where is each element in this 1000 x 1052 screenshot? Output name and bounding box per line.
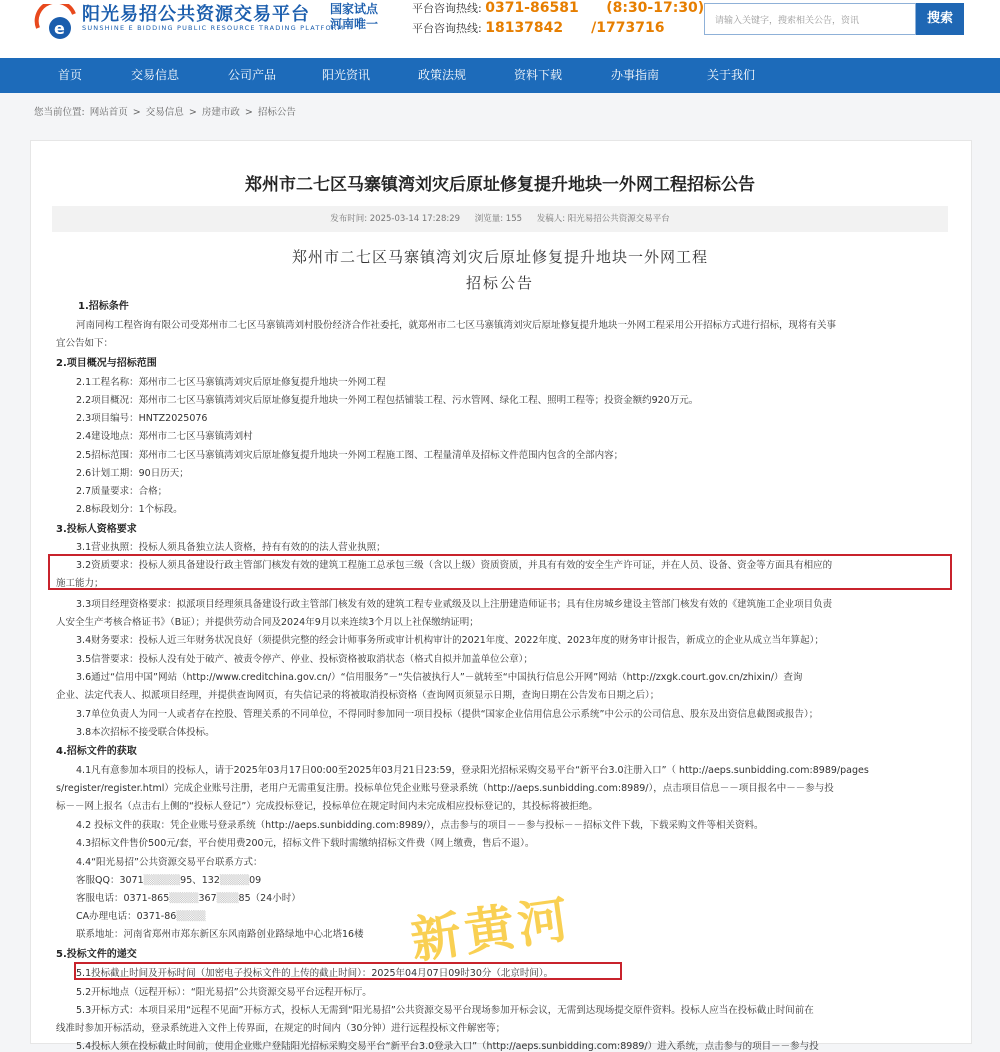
breadcrumb-category[interactable]: 房建市政	[201, 107, 240, 118]
slogan-line-2: 河南唯一	[330, 17, 379, 31]
paragraph-line: 4.4“阳光易招”公共资源交易平台联系方式：	[76, 857, 263, 868]
paragraph-line: 3.2资质要求：投标人须具备建设行政主管部门核发有效的建筑工程施工总承包三级（含以上级）资质资质，并具有有效的安全生产许可证，并在人员、设备、资金等方面具有相应的	[76, 560, 833, 571]
paragraph-line: 4.3招标文件售价500元/套，平台使用费200元，招标文件下载时需缴纳招标文件费（网上缴费，售后不退）。	[76, 838, 535, 849]
logo-icon	[34, 4, 78, 42]
paragraph-line: 企业、法定代表人、拟派项目经理，并提供查询网页，有失信记录的将被取消投标资格（查询网页须显示日期，查询日期在公告发布日期之后）；	[56, 690, 660, 701]
nav-downloads[interactable]: 资料下载	[513, 68, 562, 82]
paragraph-line: 施工能力；	[56, 578, 104, 589]
logo-subtitle: SUNSHINE E BIDDING PUBLIC RESOURCE TRADING PLATFORM	[82, 24, 345, 32]
contact-ca: CA办理电话：0371-86▒▒▒▒	[76, 911, 206, 922]
hotline-number-2: 18137842	[485, 20, 564, 36]
contact-phone-part-1: 客服电话：0371-865	[76, 893, 170, 904]
doc-title: 郑州市二七区马寨镇湾刘灾后原址修复提升地块一外网工程	[291, 248, 708, 266]
paragraph-line: 2.8标段划分：1个标段。	[76, 504, 183, 515]
nav-guide[interactable]: 办事指南	[610, 68, 659, 82]
paragraph-line: 3.5信誉要求：投标人没有处于破产、被责令停产、停业、投标资格被取消状态（格式自拟并加盖单位公章）；	[76, 654, 533, 665]
hotline-1	[412, 0, 704, 16]
watermark: 新黄河	[407, 888, 576, 970]
contact-phone: 客服电话：0371-865▒▒▒▒367▒▒▒85（24小时）	[76, 893, 301, 904]
paragraph-line: 2.2项目概况：郑州市二七区马寨镇湾刘灾后原址修复提升地块一外网工程包括铺装工程、污水管网、绿化工程、照明工程等；投资金额约920万元。	[76, 395, 699, 406]
section-heading: 4.招标文件的获取	[56, 746, 137, 757]
nav-about[interactable]: 关于我们	[706, 68, 755, 82]
breadcrumb-sep: >	[244, 107, 253, 118]
section-heading: 2.项目概况与招标范围	[56, 358, 157, 369]
hotline-label-1: 平台咨询热线:	[412, 2, 482, 15]
paragraph-line: 5.1投标截止时间及开标时间（加密电子投标文件的上传的截止时间）：2025年04月07日09时30分（北京时间）。	[76, 968, 554, 979]
paragraph-line: 3.6通过“信用中国”网站（http://www.creditchina.gov.cn/）“信用服务”－“失信被执行人”－就转至“中国执行信息公开网”网站（http://zxgk.court.gov.cn/zhixin/）查询	[76, 672, 803, 683]
paragraph-line: 联系地址：河南省郑州市郑东新区东风南路创业路绿地中心北塔16楼	[76, 929, 364, 940]
highlight-box-qualification	[48, 554, 952, 590]
paragraph-line: 标－－网上报名（点击右上侧的“投标人登记”）完成投标登记，投标单位在规定时间内未完成相应投标登记的，其投标将被拒绝。	[56, 801, 598, 812]
search-button[interactable]: 搜索	[916, 3, 964, 35]
breadcrumb-trade-info[interactable]: 交易信息	[145, 107, 184, 118]
section-heading: 1.招标条件	[78, 301, 129, 312]
article-title: 郑州市二七区马寨镇湾刘灾后原址修复提升地块一外网工程招标公告	[245, 175, 755, 195]
contact-phone-part-3: 85（24小时）	[238, 893, 301, 904]
paragraph-line: 3.4财务要求：投标人近三年财务状况良好（须提供完整的经会计师事务所或审计机构审计的2021年度、2022年度、2023年度的财务审计报告，新成立的企业从成立当年算起）；	[76, 635, 824, 646]
paragraph-line: 5.2开标地点（远程开标）：“阳光易招”公共资源交易平台远程开标厅。	[76, 987, 372, 998]
paragraph-line: 3.3项目经理资格要求：拟派项目经理须具备建设行政主管部门核发有效的建筑工程专业贰级及以上注册建造师证书；具有住房城乡建设主管部门核发有效的《建筑施工企业项目负责	[76, 599, 833, 610]
section-heading: 5.投标文件的递交	[56, 949, 137, 960]
logo-slogan	[330, 2, 390, 32]
paragraph-line: 2.5招标范围：郑州市二七区马寨镇湾刘灾后原址修复提升地块一外网工程施工图、工程量清单及招标文件范围内包含的全部内容；	[76, 450, 624, 461]
breadcrumb-sep: >	[188, 107, 197, 118]
highlight-box-deadline	[74, 962, 622, 980]
hotline-number-2b: /1773716	[591, 20, 665, 36]
hotline-label-2: 平台咨询热线:	[412, 22, 482, 35]
contact-qq-part-3: 09	[249, 875, 262, 886]
paragraph-line: 河南同构工程咨询有限公司受郑州市二七区马寨镇湾刘村股份经济合作社委托，就郑州市二七区马寨镇湾刘灾后原址修复提升地块一外网工程采用公开招标方式进行招标，现将有关事	[76, 320, 837, 331]
paragraph-line: 3.1营业执照：投标人须具备独立法人资格，持有有效的的法人营业执照；	[76, 542, 386, 553]
paragraph-line: 2.6计划工期：90日历天；	[76, 468, 189, 479]
contact-phone-part-2: 367	[198, 893, 217, 904]
nav-trade-info[interactable]: 交易信息	[130, 68, 179, 82]
publisher: 发稿人: 阳光易招公共资源交易平台	[536, 214, 670, 224]
doc-subtitle: 招标公告	[465, 274, 534, 292]
contact-qq-part-1: 客服QQ：3071	[76, 875, 144, 886]
slogan-line-1: 国家试点	[330, 2, 379, 16]
paragraph-line: 4.1凡有意参加本项目的投标人，请于2025年03月17日00:00至2025年03月21日23:59，登录阳光招标采购交易平台“新平台3.0注册入口”（ http://aeps.sunbidding.com:8989/pages	[76, 765, 869, 776]
nav-home[interactable]: 首页	[57, 68, 82, 82]
breadcrumb-home[interactable]: 网站首页	[89, 107, 128, 118]
nav-news[interactable]: 阳光资讯	[321, 68, 370, 82]
hotline-number-1: 0371-86581	[485, 0, 579, 16]
paragraph-line: 2.7质量要求：合格；	[76, 486, 168, 497]
paragraph-line: 4.2 投标文件的获取：凭企业账号登录系统（http://aeps.sunbidding.com:8989/），点击参与的项目－－参与投标－－招标文件下载，下载采购文件等相关资料。	[76, 820, 764, 831]
article-meta	[52, 206, 948, 232]
paragraph-line: 3.8本次招标不接受联合体投标。	[76, 727, 215, 738]
paragraph-line: 人安全生产考核合格证书》（B证）；并提供劳动合同及2024年9月以来连续3个月以上社保缴纳证明；	[56, 617, 479, 628]
paragraph-line: 2.4建设地点：郑州市二七区马寨镇湾刘村	[76, 431, 253, 442]
search-input[interactable]: 请输入关键字，搜索相关公告，资讯	[704, 3, 916, 35]
contact-ca-part-1: CA办理电话：0371-86	[76, 911, 177, 922]
nav-policy[interactable]: 政策法规	[417, 68, 466, 82]
nav-products[interactable]: 公司产品	[227, 68, 276, 82]
breadcrumb-current[interactable]: 招标公告	[257, 107, 296, 118]
breadcrumb-sep: >	[132, 107, 141, 118]
logo-name: 阳光易招公共资源交易平台	[82, 4, 310, 25]
section-heading: 3.投标人资格要求	[56, 524, 137, 535]
paragraph-line: 宜公告如下：	[56, 338, 114, 349]
paragraph-line: 线准时参加开标活动，登录系统进入文件上传界面，在规定的时间内（30分钟）进行远程投标文件解密等；	[56, 1023, 506, 1034]
paragraph-line: 3.7单位负责人为同一人或者存在控股、管理关系的不同单位，不得同时参加同一项目投标（提供“国家企业信用信息公示系统”中公示的公司信息、股东及出资信息截图或报告）；	[76, 709, 819, 720]
paragraph-line: 5.4投标人须在投标截止时间前，使用企业账户登陆阳光招标采购交易平台“新平台3.0登录入口”（http://aeps.sunbidding.com:8989/）进入系统，点击参与的项目－－参与投	[76, 1041, 819, 1052]
main-nav	[0, 58, 1000, 93]
paragraph-line: 2.3项目编号：HNTZ2025076	[76, 413, 208, 424]
svg-text:e: e	[54, 19, 65, 38]
paragraph-line: s/register/register.html）完成企业账号注册，老用户无需重复注册。投标单位凭企业账号登录系统（http://aeps.sunbidding.com:8989/），点击项目信息－－项目报名中－－参与投	[56, 783, 834, 794]
hotline-hours: (8:30-17:30)	[606, 0, 705, 16]
top-header	[0, 0, 1000, 58]
contact-qq-part-2: 95、132	[180, 875, 220, 886]
view-count: 浏览量: 155	[474, 214, 523, 224]
breadcrumb	[34, 104, 298, 118]
publish-time: 发布时间: 2025-03-14 17:28:29	[330, 214, 461, 224]
hotline-2	[412, 20, 664, 36]
paragraph-line: 5.3开标方式：本项目采用“远程不见面”开标方式，投标人无需到“阳光易招”公共资源交易平台现场参加开标会议，无需到达现场提交原件资料。投标人应当在投标截止时间前在	[76, 1005, 814, 1016]
contact-qq: 客服QQ：3071▒▒▒▒▒95、132▒▒▒▒09	[76, 875, 262, 886]
paragraph-line: 2.1工程名称：郑州市二七区马寨镇湾刘灾后原址修复提升地块一外网工程	[76, 377, 386, 388]
breadcrumb-label: 您当前位置:	[34, 107, 85, 118]
